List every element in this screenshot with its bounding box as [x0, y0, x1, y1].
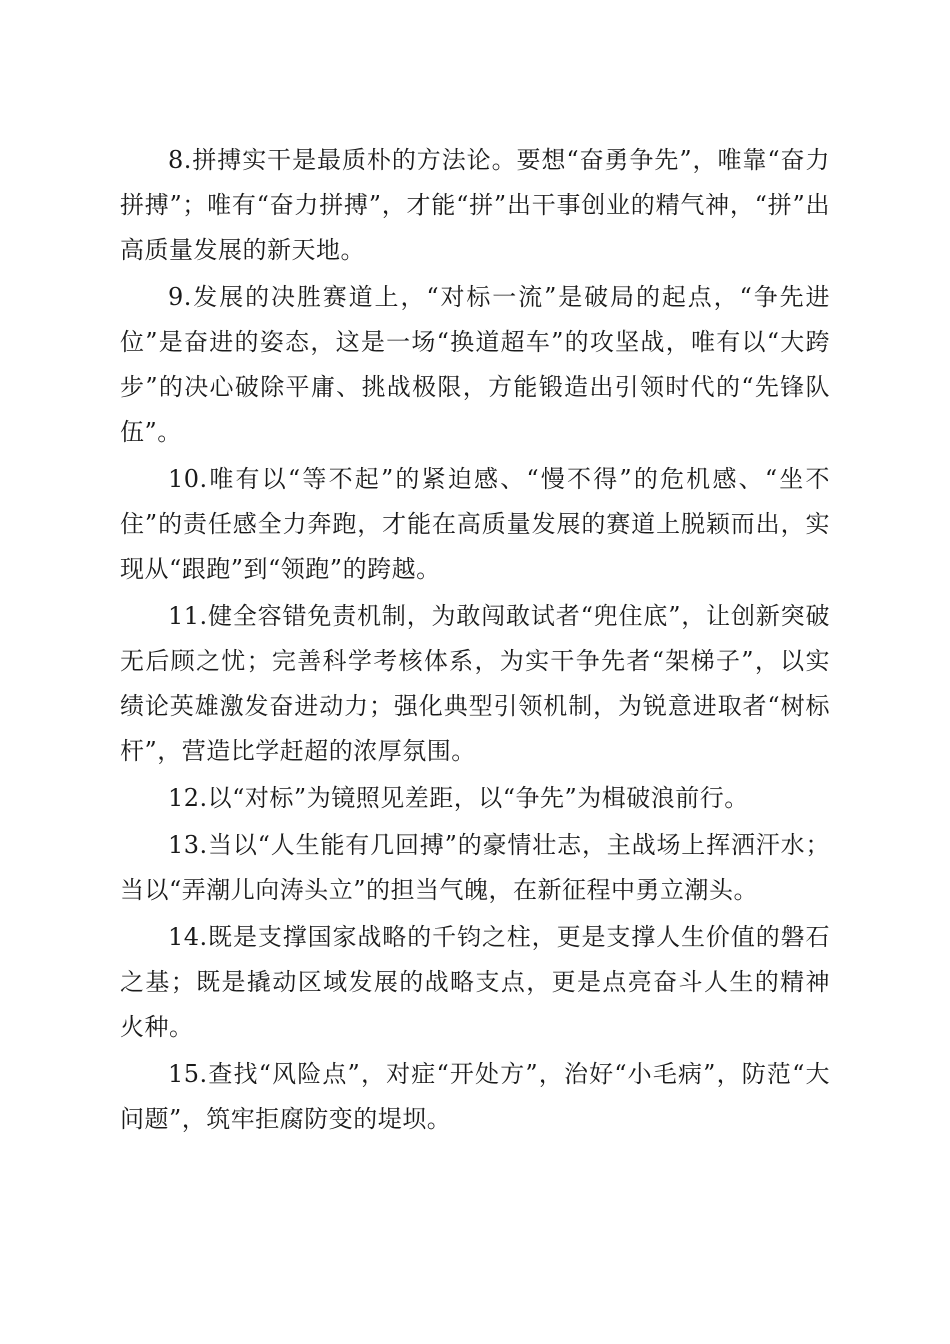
document-body	[120, 138, 830, 1144]
paragraph-11: 11.健全容错免责机制，为敢闯敢试者“兜住底”，让创新突破无后顾之忧；完善科学考核体系，为实干争先者“架梯子”，以实绩论英雄激发奋进动力；强化典型引领机制，为锐意进取者“树标杆”，营造比学赶超的浓厚氛围。	[120, 602, 830, 765]
paragraph-10: 10.唯有以“等不起”的紧迫感、“慢不得”的危机感、“坐不住”的责任感全力奔跑，才能在高质量发展的赛道上脱颖而出，实现从“跟跑”到“领跑”的跨越。	[120, 465, 830, 583]
paragraph-12: 12.以“对标”为镜照见差距，以“争先”为楫破浪前行。	[168, 784, 749, 812]
paragraph-14: 14.既是支撑国家战略的千钧之柱，更是支撑人生价值的磐石之基；既是撬动区域发展的战略支点，更是点亮奋斗人生的精神火种。	[120, 923, 830, 1041]
paragraph-8: 8.拼搏实干是最质朴的方法论。要想“奋勇争先”，唯靠“奋力拼搏”；唯有“奋力拼搏”，才能“拼”出干事创业的精气神，“拼”出高质量发展的新天地。	[120, 146, 830, 264]
paragraph-13: 13.当以“人生能有几回搏”的豪情壮志，主战场上挥洒汗水；当以“弄潮儿向涛头立”的担当气魄，在新征程中勇立潮头。	[120, 831, 830, 904]
paragraph-9: 9.发展的决胜赛道上，“对标一流”是破局的起点，“争先进位”是奋进的姿态，这是一场“换道超车”的攻坚战，唯有以“大跨步”的决心破除平庸、挑战极限，方能锻造出引领时代的“先锋队伍”。	[120, 283, 830, 446]
paragraph-15: 15.查找“风险点”，对症“开处方”，治好“小毛病”，防范“大问题”，筑牢拒腐防变的堤坝。	[120, 1060, 830, 1133]
